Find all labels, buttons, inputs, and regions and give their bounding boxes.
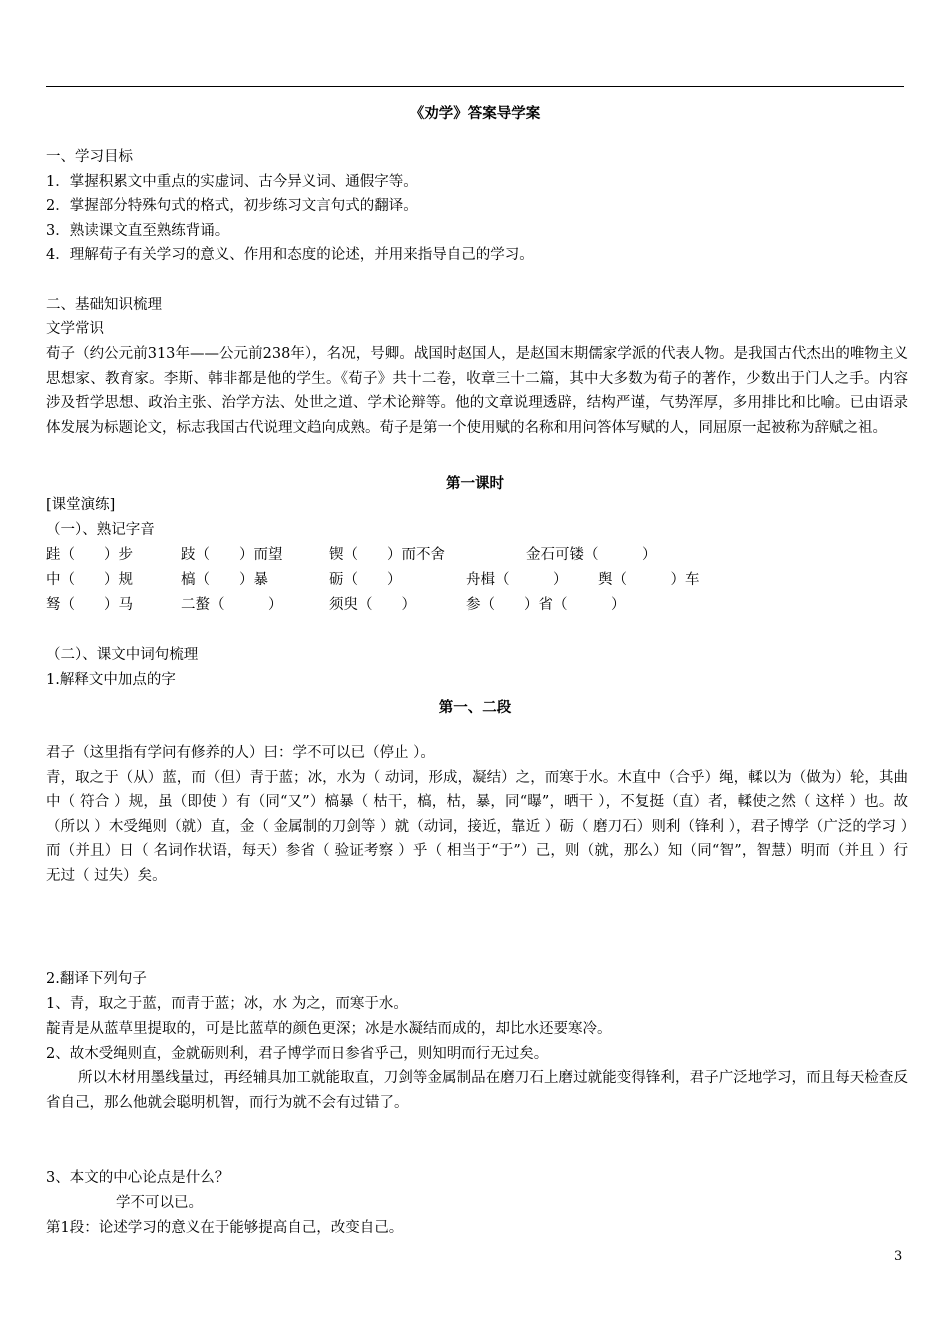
section-heading-basics: 二、基础知识梳理 bbox=[46, 297, 162, 313]
sentence-2: 2、故木受绳则直，金就砺则利，君子博学而日参省乎己，则知明而行无过矣。 bbox=[46, 1046, 549, 1062]
words-heading: （二）、课文中词句梳理 bbox=[46, 647, 199, 663]
literature-paragraph: 荀子（约公元前313年——公元前238年），名况，号卿。战国时赵国人，是赵国末期儒家学派的代表人物。是我国古代杰出的唯物主义思想家、教育家。李斯、韩非都是他的学生。《荀子》共十二卷，收章三十二篇，其中大多数为荀子的著作，少数出于门人之手。内容涉及哲学思想、政治主张、治学方法、处世之道、学术论辩等。他的文章说理透辟，结构严谨，气势浑厚，多用排比和比喻。已由语录体发展为标题论文，标志我国古代说理文趋向成熟。荀子是第一个使用赋的名称和用问答体写赋的人，同屈原一起被称为辞赋之祖。 bbox=[46, 346, 908, 436]
answer-3: 学不可以已。 bbox=[116, 1195, 203, 1211]
pronunciation-item: 参（ ）省（ ） bbox=[466, 597, 626, 613]
translate-heading: 2.翻译下列句子 bbox=[46, 971, 147, 987]
header-rule bbox=[46, 86, 904, 87]
pronunciation-item: 跬（ ）步 bbox=[46, 547, 133, 563]
goal-item: 1．掌握积累文中重点的实虚词、古今异义词、通假字等。 bbox=[46, 174, 418, 190]
pronunciation-item: 须臾（ ） bbox=[329, 597, 416, 613]
lesson-heading: 第一课时 bbox=[446, 475, 504, 492]
pronunciation-item: 舆（ ）车 bbox=[598, 572, 700, 588]
pronunciation-item: 金石可镂（ ） bbox=[526, 547, 657, 563]
pronunciation-item: 二螯（ ） bbox=[181, 597, 283, 613]
pronunciation-row bbox=[0, 571, 950, 589]
pronunciation-item: 槁（ ）暴 bbox=[181, 572, 268, 588]
pronunciation-heading: （一）、熟记字音 bbox=[46, 522, 155, 538]
sentence-1: 1、青，取之于蓝，而青于蓝；冰，水 为之，而寒于水。 bbox=[46, 996, 408, 1012]
paragraph-1-summary: 第1段：论述学习的意义在于能够提高自己，改变自己。 bbox=[46, 1220, 404, 1236]
pronunciation-item: 砺（ ） bbox=[329, 572, 402, 588]
pronunciation-item: 舟楫（ ） bbox=[466, 572, 568, 588]
explain-text: 君子（这里指有学问有修养的人）曰：学不可以已（停止 ）。 青，取之于（从）蓝，而（但）青于蓝；冰，水为（ 动词，形成，凝结）之，而寒于水。木直中（合乎）绳，輮以为（做为）轮，其曲中（ 符合 ）规，虽（即使 ）有（同“又”）槁暴（ 枯干，槁，枯，暴，同“曝”，晒干 ），不复挺（直）者，輮使之然（ 这样 ）也。故（所以 ）木受绳则（就）直，金（ 金属制的刀剑等 ）就（动词，接近，靠近 ）砺（ 磨刀石）则利（锋利 ），君子博学（广泛的学习 ）而（并且）日（ 名词作状语，每天）参省（ 验证考察 ）乎（ 相当于“于”）己，则（就，那么）知（同“智”，智慧）明而（并且 ）行无过（ 过失）矣。 bbox=[46, 745, 908, 884]
pronunciation-item: 驽（ ）马 bbox=[46, 597, 133, 613]
pronunciation-item: 跂（ ）而望 bbox=[181, 547, 283, 563]
goal-item: 3．熟读课文直至熟练背诵。 bbox=[46, 223, 230, 239]
pronunciation-item: 锲（ ）而不舍 bbox=[329, 547, 445, 563]
subheading-literature: 文学常识 bbox=[46, 321, 104, 337]
pronunciation-row bbox=[0, 596, 950, 614]
goal-item: 2．掌握部分特殊句式的格式，初步练习文言句式的翻译。 bbox=[46, 198, 418, 214]
pronunciation-row bbox=[0, 546, 950, 564]
page-number: 3 bbox=[894, 1249, 903, 1264]
document-title: 《劝学》答案导学案 bbox=[409, 105, 541, 122]
pronunciation-item: 中（ ）规 bbox=[46, 572, 133, 588]
translation-2: 所以木材用墨线量过，再经辅具加工就能取直，刀剑等金属制品在磨刀石上磨过就能变得锋利，君子广泛地学习，而且每天检查反省自己，那么他就会聪明机智，而行为就不会有过错了。 bbox=[46, 1070, 908, 1111]
goal-item: 4．理解荀子有关学习的意义、作用和态度的论述，并用来指导自己的学习。 bbox=[46, 247, 534, 263]
paragraphs-heading: 第一、二段 bbox=[438, 699, 512, 716]
section-heading-goals: 一、学习目标 bbox=[46, 149, 133, 165]
question-3: 3、本文的中心论点是什么？ bbox=[46, 1170, 230, 1186]
practice-label: [课堂演练] bbox=[46, 497, 116, 513]
explain-heading: 1.解释文中加点的字 bbox=[46, 672, 176, 688]
translation-1: 靛青是从蓝草里提取的，可是比蓝草的颜色更深；冰是水凝结而成的，却比水还要寒冷。 bbox=[46, 1021, 612, 1037]
